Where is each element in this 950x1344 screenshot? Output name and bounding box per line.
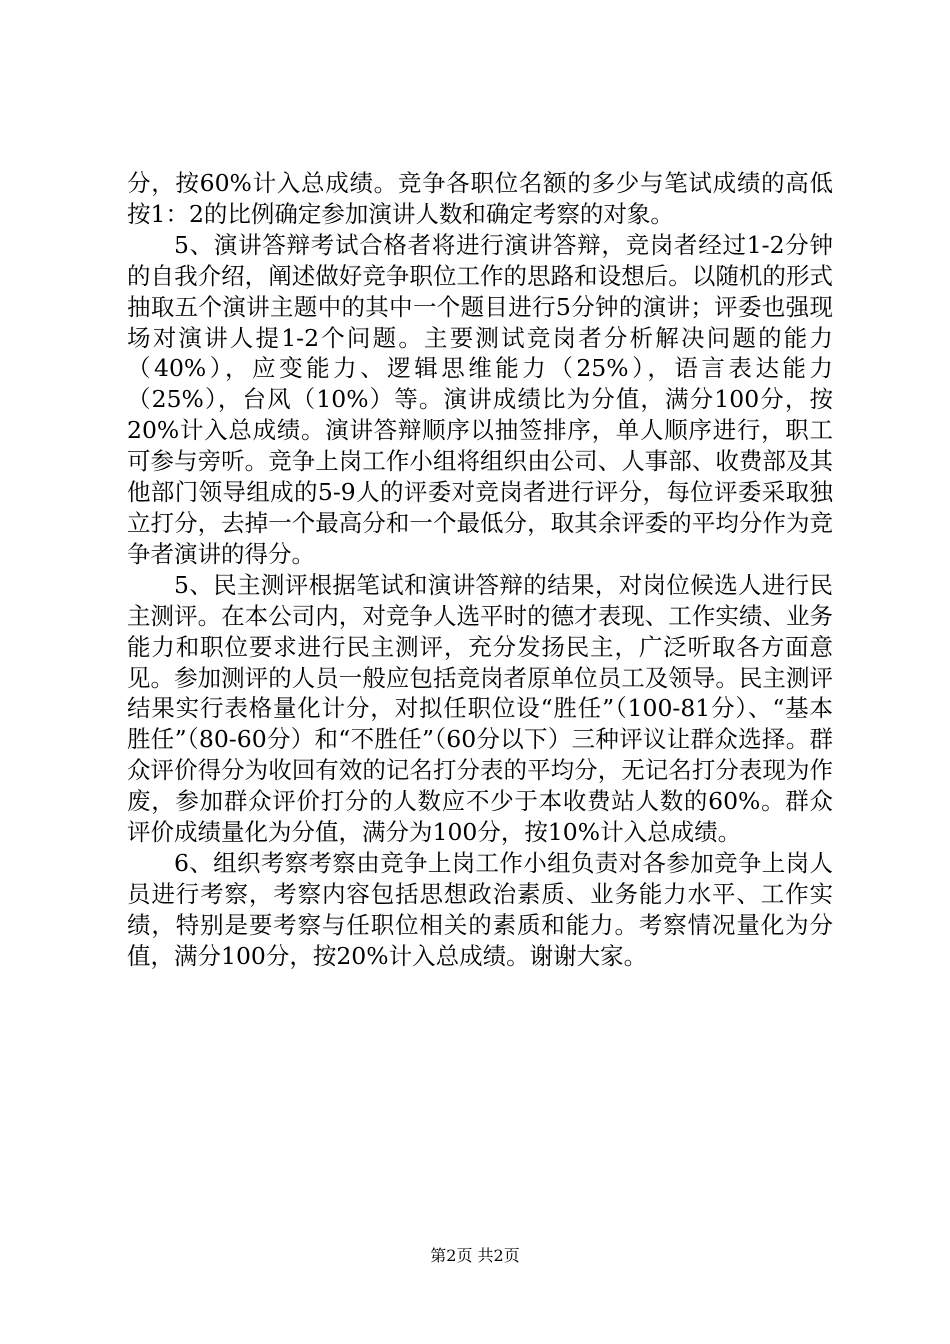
page-footer: 第2页 共2页: [430, 1246, 520, 1265]
document-body: [127, 168, 833, 972]
paragraph-democratic-evaluation: 5、民主测评根据笔试和演讲答辩的结果，对岗位候选人进行民主测评。在本公司内，对竞争人选平时的德才表现、工作实绩、业务能力和职位要求进行民主测评，充分发扬民主，广泛听取各方面意见。参加测评的人员一般应包括竞岗者原单位员工及领导。民主测评结果实行表格量化计分，对拟任职位设“胜任”（100-81分）、“基本胜任”（80-60分）和“不胜任”（60分以下）三种评议让群众选择。群众评价得分为收回有效的记名打分表的平均分，无记名打分表现为作废，参加群众评价打分的人数应不少于本收费站人数的60%。群众评价成绩量化为分值，满分为100分，按10%计入总成绩。: [127, 570, 833, 847]
paragraph-continuation: 分，按60%计入总成绩。竞争各职位名额的多少与笔试成绩的高低按1：2的比例确定参加演讲人数和确定考察的对象。: [127, 169, 833, 228]
paragraph-speech-debate: 5、演讲答辩考试合格者将进行演讲答辩，竞岗者经过1-2分钟的自我介绍，阐述做好竞争职位工作的思路和设想后。以随机的形式抽取五个演讲主题中的其中一个题目进行5分钟的演讲；评委也强现场对演讲人提1-2个问题。主要测试竞岗者分析解决问题的能力（40%），应变能力、逻辑思维能力（25%），语言表达能力（25%），台风（10%）等。演讲成绩比为分值，满分100分，按20%计入总成绩。演讲答辩顺序以抽签排序，单人顺序进行，职工可参与旁听。竞争上岗工作小组将组织由公司、人事部、收费部及其他部门领导组成的5-9人的评委对竞岗者进行评分，每位评委采取独立打分，去掉一个最高分和一个最低分，取其余评委的平均分作为竞争者演讲的得分。: [127, 230, 833, 568]
paragraph-organizational-inspection: 6、组织考察考察由竞争上岗工作小组负责对各参加竞争上岗人员进行考察，考察内容包括思想政治素质、业务能力水平、工作实绩，特别是要考察与任职位相关的素质和能力。考察情况量化为分值，满分100分，按20%计入总成绩。谢谢大家。: [127, 848, 833, 970]
